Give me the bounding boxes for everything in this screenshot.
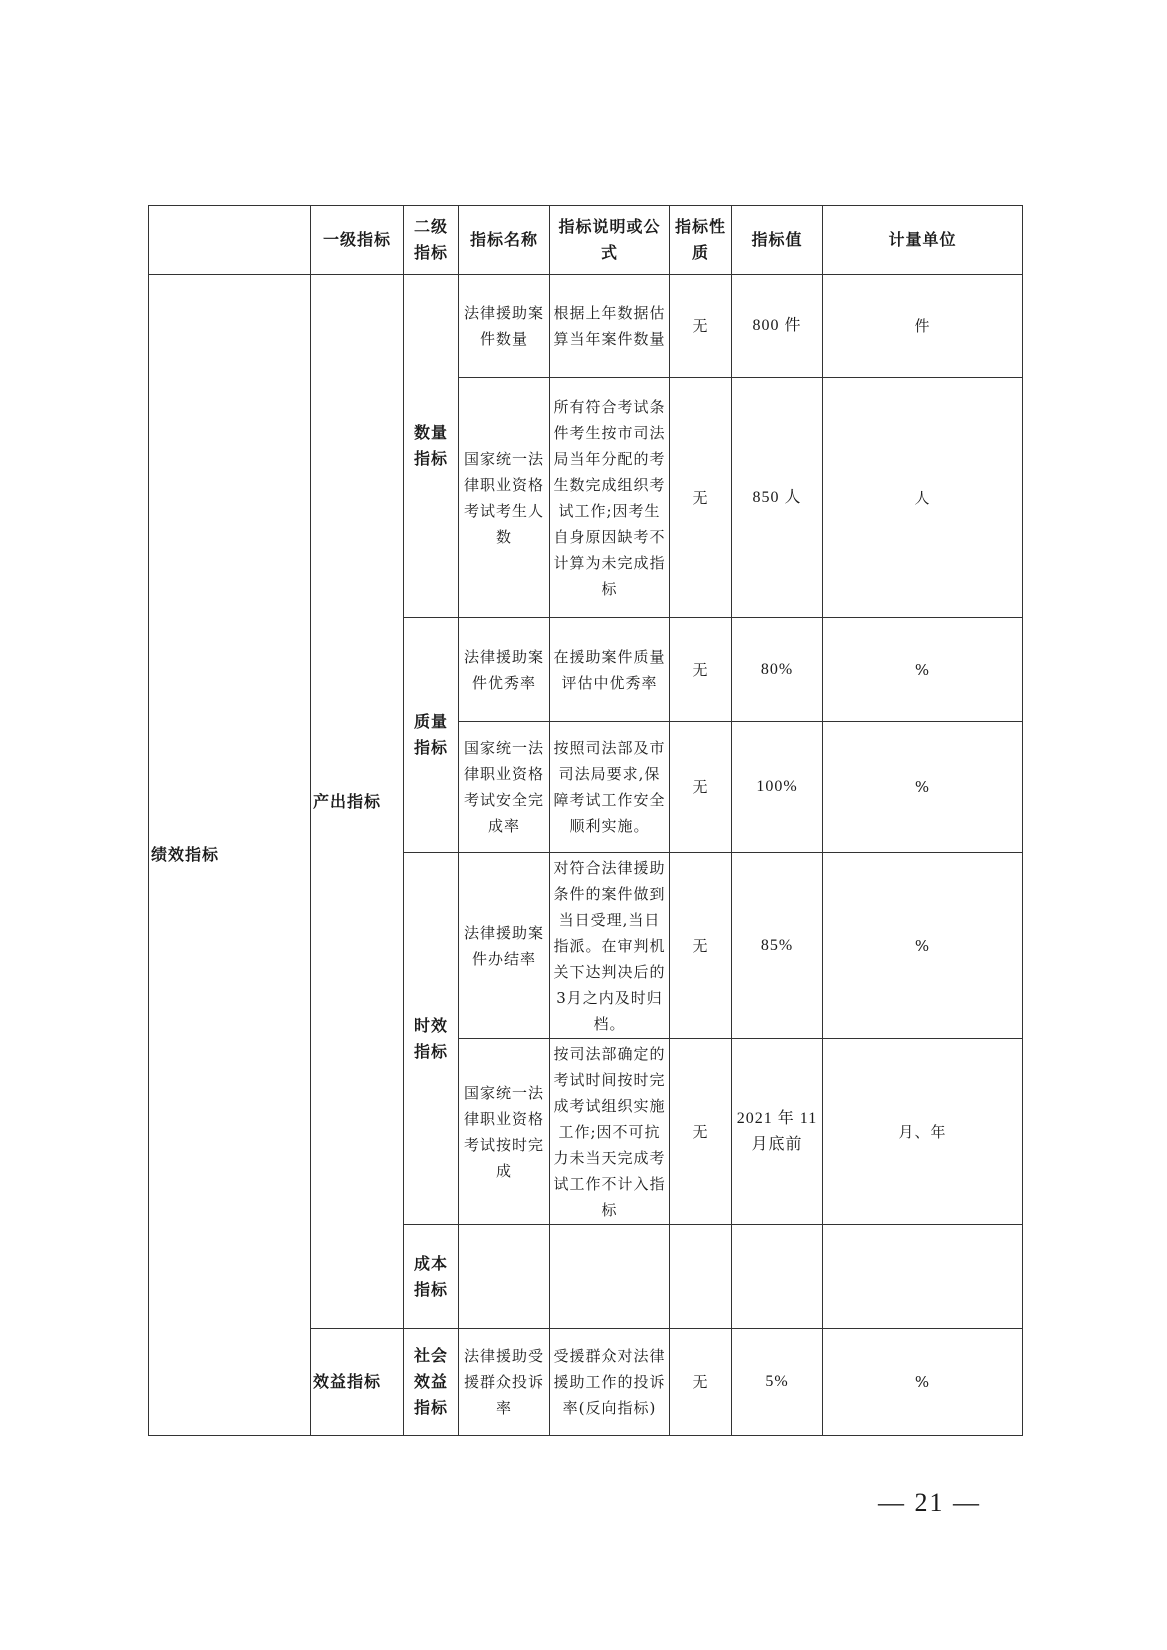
indicator-name: 国家统一法律职业资格考试考生人数 — [459, 378, 550, 618]
indicator-unit: % — [823, 618, 1023, 722]
indicator-name: 法律援助案件数量 — [459, 275, 550, 378]
indicator-description: 在援助案件质量评估中优秀率 — [550, 618, 670, 722]
indicator-nature: 无 — [670, 275, 732, 378]
empty-cell — [823, 1225, 1023, 1329]
indicator-description: 所有符合考试条件考生按市司法局当年分配的考生数完成组织考试工作;因考生自身原因缺考不计算为未完成指标 — [550, 378, 670, 618]
indicator-unit: 月、年 — [823, 1039, 1023, 1225]
level2-timeliness: 时效指标 — [404, 853, 459, 1225]
indicator-nature: 无 — [670, 1039, 732, 1225]
indicator-description: 根据上年数据估算当年案件数量 — [550, 275, 670, 378]
category-performance: 绩效指标 — [149, 275, 311, 1436]
indicator-value: 80% — [732, 618, 823, 722]
indicator-unit: % — [823, 1329, 1023, 1436]
level2-social: 社会效益指标 — [404, 1329, 459, 1436]
indicator-unit: 人 — [823, 378, 1023, 618]
indicator-value: 2021 年 11 月底前 — [732, 1039, 823, 1225]
level1-benefit: 效益指标 — [311, 1329, 404, 1436]
empty-cell — [670, 1225, 732, 1329]
level2-quantity: 数量指标 — [404, 275, 459, 618]
indicator-name: 法律援助案件优秀率 — [459, 618, 550, 722]
level2-quality: 质量指标 — [404, 618, 459, 853]
indicator-value: 800 件 — [732, 275, 823, 378]
page-number: — 21 — — [878, 1488, 981, 1517]
header-description: 指标说明或公式 — [550, 206, 670, 275]
header-value: 指标值 — [732, 206, 823, 275]
indicator-value: 5% — [732, 1329, 823, 1436]
indicator-value: 100% — [732, 722, 823, 853]
indicator-unit: % — [823, 722, 1023, 853]
empty-cell — [732, 1225, 823, 1329]
indicator-value: 85% — [732, 853, 823, 1039]
header-nature: 指标性质 — [670, 206, 732, 275]
header-row — [149, 206, 1023, 275]
indicator-unit: 件 — [823, 275, 1023, 378]
level2-cost: 成本指标 — [404, 1225, 459, 1329]
empty-cell — [459, 1225, 550, 1329]
indicator-nature: 无 — [670, 722, 732, 853]
indicator-description: 按司法部确定的考试时间按时完成考试组织实施工作;因不可抗力未当天完成考试工作不计入指标 — [550, 1039, 670, 1225]
indicator-nature: 无 — [670, 618, 732, 722]
header-level2: 二级指标 — [404, 206, 459, 275]
indicator-nature: 无 — [670, 1329, 732, 1436]
header-level1: 一级指标 — [311, 206, 404, 275]
header-unit: 计量单位 — [823, 206, 1023, 275]
indicator-unit: % — [823, 853, 1023, 1039]
indicator-name: 国家统一法律职业资格考试按时完成 — [459, 1039, 550, 1225]
indicator-description: 受援群众对法律援助工作的投诉率(反向指标) — [550, 1329, 670, 1436]
indicator-description: 对符合法律援助条件的案件做到当日受理,当日指派。在审判机关下达判决后的3月之内及时归档。 — [550, 853, 670, 1039]
table-row — [149, 275, 1023, 378]
performance-indicator-table — [148, 205, 1023, 1436]
indicator-name: 法律援助受援群众投诉率 — [459, 1329, 550, 1436]
indicator-description: 按照司法部及市司法局要求,保障考试工作安全顺利实施。 — [550, 722, 670, 853]
indicator-name: 国家统一法律职业资格考试安全完成率 — [459, 722, 550, 853]
header-blank — [149, 206, 311, 275]
indicator-value: 850 人 — [732, 378, 823, 618]
empty-cell — [550, 1225, 670, 1329]
indicator-nature: 无 — [670, 378, 732, 618]
indicator-name: 法律援助案件办结率 — [459, 853, 550, 1039]
indicator-nature: 无 — [670, 853, 732, 1039]
level1-output: 产出指标 — [311, 275, 404, 1329]
header-indicator-name: 指标名称 — [459, 206, 550, 275]
